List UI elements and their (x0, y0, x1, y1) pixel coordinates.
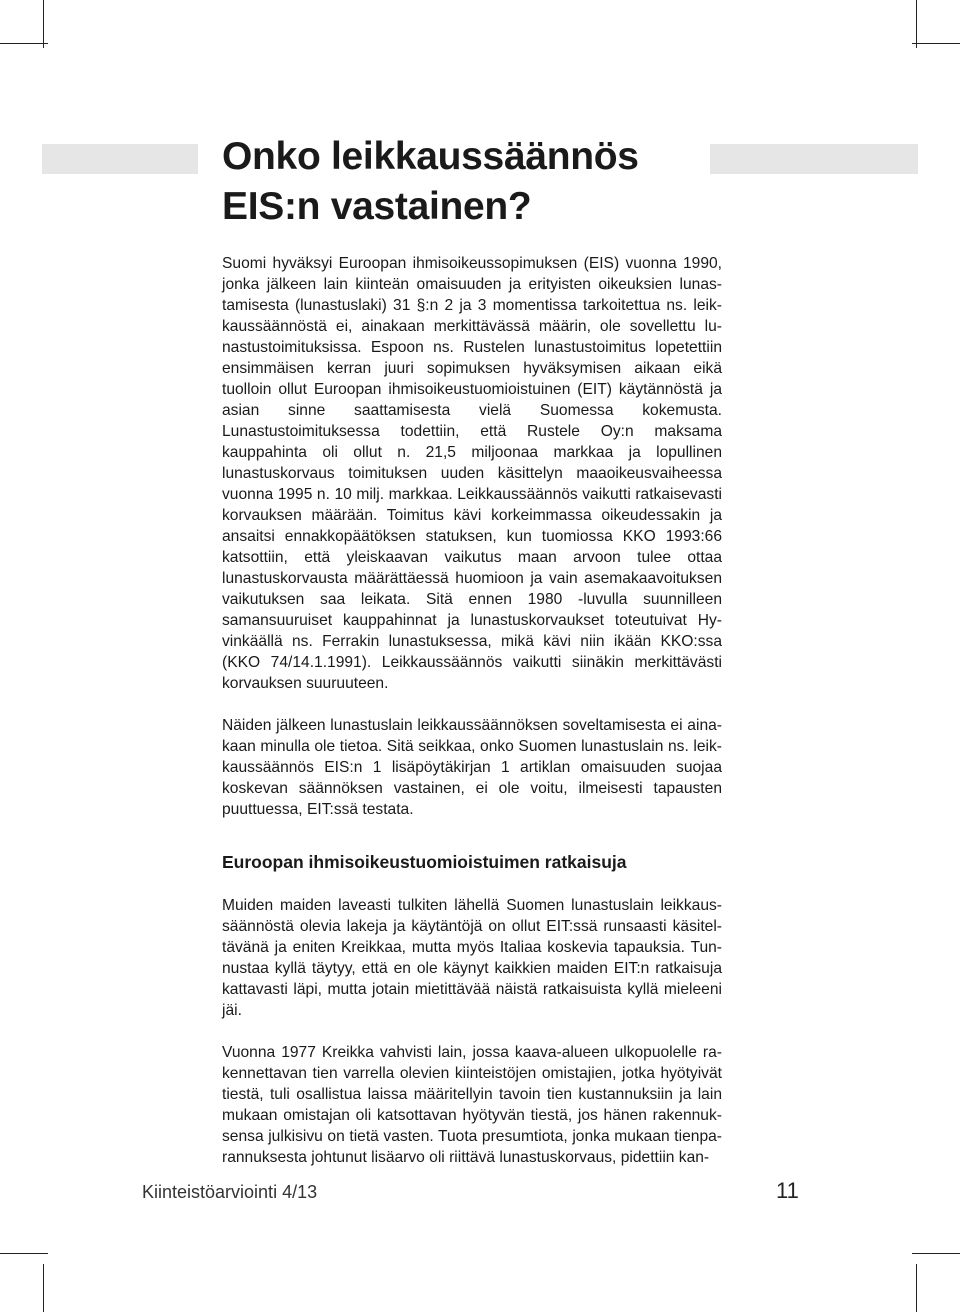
header-bar-left (42, 144, 198, 174)
body-paragraph: Vuonna 1977 Kreikka vahvisti lain, jossa kaava-alueen ulkopuolelle rakennettavan tien varrella olevien kiinteistöjen omistajien, jotka hyötyivät tiestä, tuli osallistua laissa määritellyin tavoin tien kustannuksiin ja lain mukaan omistajan oli katsottavan hyötyvän tiestä, jos hänen rakennuksensa julkisivu on tietä vasten. Tuota presumtiota, jonka mukaan tienparannuksesta johtunut lisäarvo oli riittävä lunastuskorvaus, pidettiin kan- (222, 1044, 722, 1166)
page-number: 11 (776, 1178, 799, 1203)
body-paragraph: Muiden maiden laveasti tulkiten lähellä Suomen lunastuslain leikkaussäännöstä olevia lakeja ja käytäntöjä on ollut EIT:ssä runsaasti käsiteltävänä ja eniten Kreikkaa, mutta myös Italiaa koskevia tapauksia. Tunnustaa kyllä täytyy, että en ole käynyt kaikkien maiden EIT:n ratkaisuja kattavasti läpi, mutta jotain mietittävää näistä ratkaisuista kyllä mieleeni jäi. (222, 897, 722, 1019)
crop-mark (0, 43, 48, 44)
crop-mark (43, 1264, 44, 1312)
section-heading: Euroopan ihmisoikeustuomioistuimen ratkaisuja (222, 852, 627, 872)
body-paragraph: Näiden jälkeen lunastuslain leikkaussäännöksen soveltamisesta ei ainakaan minulla ole tietoa. Sitä seikkaa, onko Suomen lunastuslain ns. leikkaussäännös EIS:n 1 lisäpöytäkirjan 1 artiklan omaisuuden suojaa koskevan säännöksen vastainen, ei ole voitu, ilmeisesti tapausten puuttuessa, EIT:ssä testata. (222, 717, 722, 818)
crop-mark (916, 1264, 917, 1312)
footer-publication: Kiinteistöarviointi 4/13 (142, 1182, 318, 1202)
crop-mark (912, 1253, 960, 1254)
body-paragraph: Suomi hyväksyi Euroopan ihmisoikeussopimuksen (EIS) vuonna 1990, jonka jälkeen lain kiinteän omaisuuden ja erityisten oikeuksien lunastamisesta (lunastuslaki) 31 §:n 2 ja 3 momentissa tarkoitettua ns. leikkaussäännöstä ei, ainakaan merkittävässä määrin, ole sovellettu lunastustoimituksissa. Espoon ns. Rustelen lunastustoimitus lopetettiin ensimmäisen kerran juuri sopimuksen hyväksymisen aikaan eikä tuolloin ollut Euroopan ihmisoikeustuomioistuinen (EIT) käytännöstä ja asian sinne saattamisesta vielä Suomessa kokemusta. Lunastustoimituksessa todettiin, että Rustele Oy:n maksama kauppahinta oli ollut n. 21,5 miljoonaa markkaa ja lopullinen lunastuskorvaus toimituksen uuden käsittelyn maaoikeusvaiheessa vuonna 1995 n. 10 milj. markkaa. Leikkaussäännös vaikutti ratkaisevasti korvauksen määrään. Toimitus kävi korkeimmassa oikeudessakin ja ansaitsi ennakkopäätöksen statuksen, kun tuomiossa KKO 1993:66 katsottiin, että yleiskaavan vaikutus maan arvoon tulee ottaa lunastuskorvausta määrättäessä huomioon ja vain asemakaavoituksen vaikutuksen saa leikata. Sitä ennen 1980 -luvulla suunnilleen samansuuruiset kauppahinnat ja lunastuskorvaukset toteutuivat Hyvinkäällä ns. Ferrakin lunastuksessa, mikä kävi niin ikään KKO:ssa (KKO 74/14.1.1991). Leikkaussäännös vaikutti siinäkin merkittävästi korvauksen suuruuteen. (222, 255, 722, 692)
article-title: Onko leikkaussäännös EIS:n vastainen? (222, 135, 639, 228)
crop-mark (912, 43, 960, 44)
article-body (222, 253, 722, 1168)
crop-mark (43, 0, 44, 48)
crop-mark (916, 0, 917, 48)
crop-mark (0, 1253, 48, 1254)
